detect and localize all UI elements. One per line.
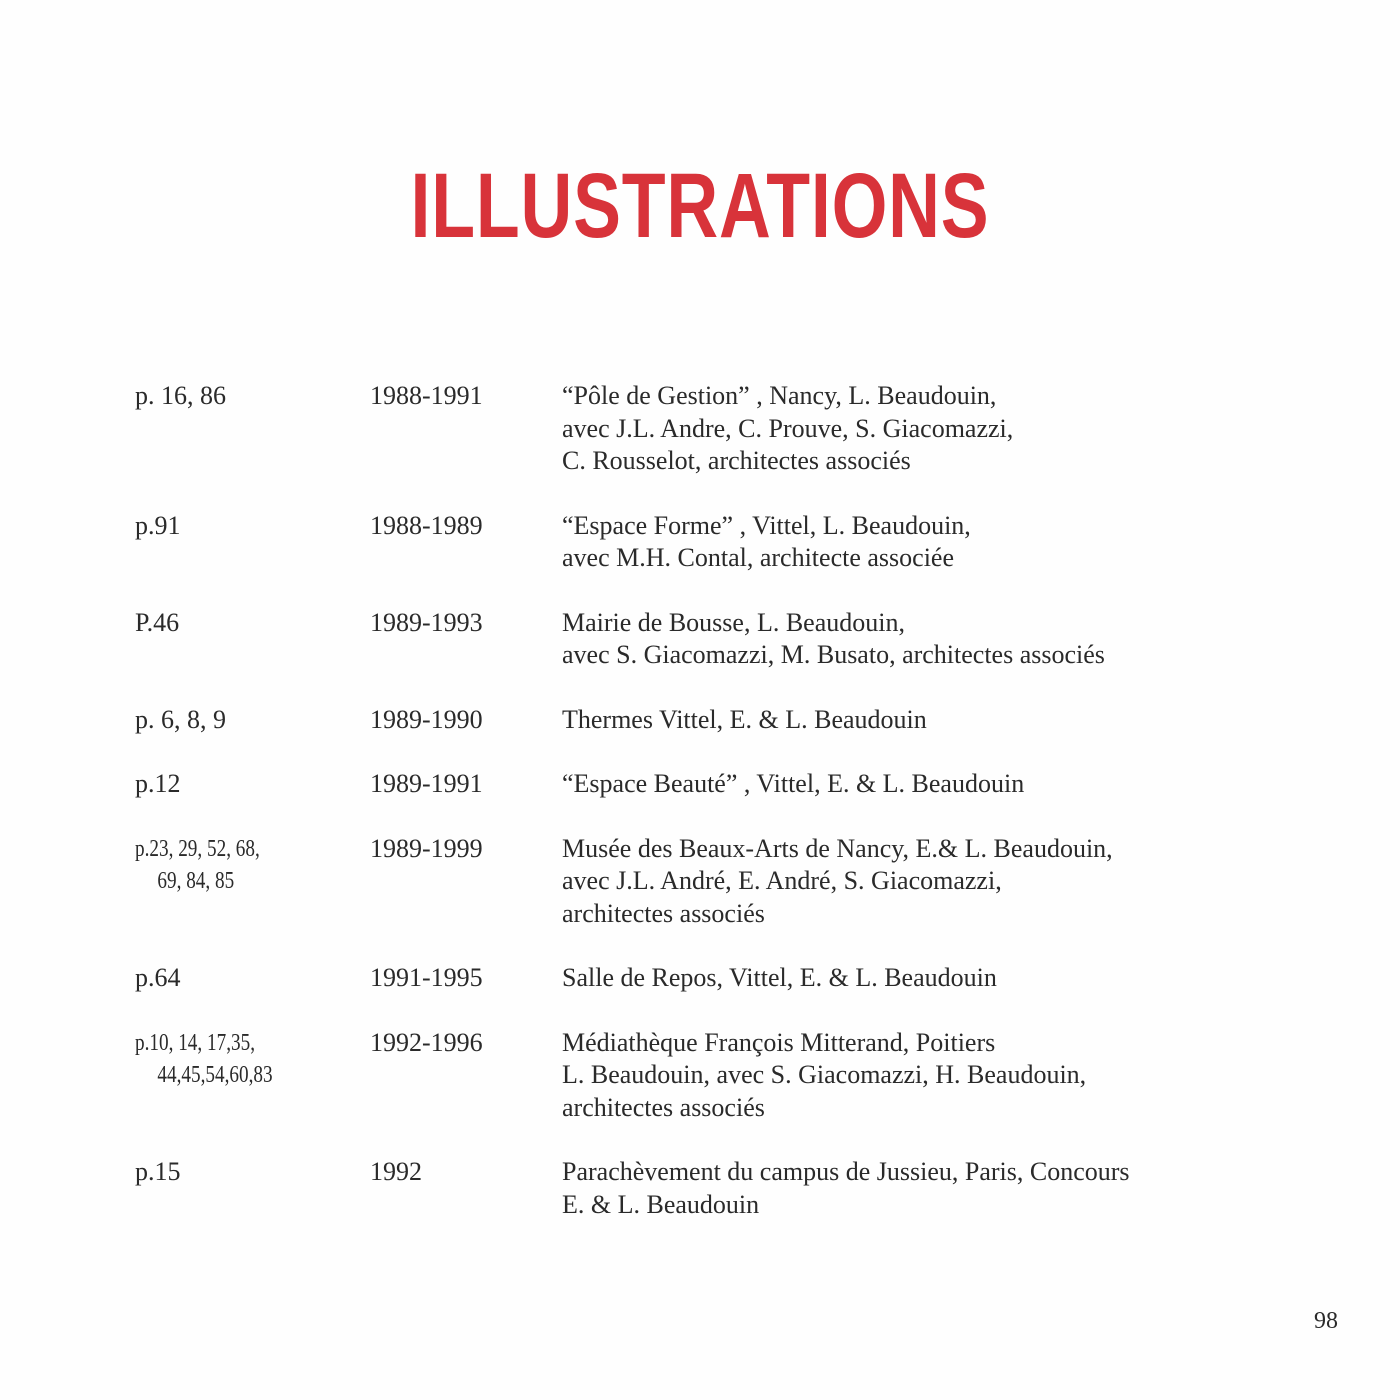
entry-description [562,1156,1282,1221]
list-item [0,704,1400,737]
list-item [0,768,1400,801]
entry-description-line: Salle de Repos, Vittel, E. & L. Beaudouin [562,963,997,992]
entry-description-line: Médiathèque François Mitterand, Poitiers [562,1027,996,1057]
entry-description-line: Musée des Beaux-Arts de Nancy, E.& L. Beaudouin, [562,833,1113,863]
entry-years: 1988-1989 [370,510,483,540]
entry-pages-line: P.46 [135,607,180,637]
entry-description-line: Parachèvement du campus de Jussieu, Paris, Concours [562,1157,1130,1186]
entry-description [562,380,1282,478]
entry-description-line: avec J.L. Andre, C. Prouve, S. Giacomazzi, [562,413,1014,443]
entry-pages [135,510,355,543]
entry-years: 1992-1996 [370,1027,483,1057]
list-item [0,1156,1400,1221]
entry-description [562,962,1282,995]
entry-description-line: “Espace Forme” , Vittel, L. Beaudouin, [562,510,971,540]
entry-years: 1989-1991 [370,769,483,798]
entry-years: 1989-1993 [370,607,483,637]
entry-description-line: “Espace Beauté” , Vittel, E. & L. Beaudouin [562,769,1025,798]
list-item [0,510,1400,575]
entry-pages-line: p. 6, 8, 9 [135,704,226,734]
entry-pages [135,1027,355,1092]
entry-description-line: Mairie de Bousse, L. Beaudouin, [562,607,905,637]
entry-pages-line: p.12 [135,769,181,798]
entry-description-line: Thermes Vittel, E. & L. Beaudouin [562,704,927,734]
entry-description-line: architectes associés [562,898,765,928]
list-item [0,1027,1400,1125]
entry-pages [135,607,355,640]
entry-description-line: architectes associés [562,1092,765,1122]
entry-description [562,704,1282,737]
entry-pages-line: 69, 84, 85 [157,868,235,894]
entry-years: 1992 [370,1157,422,1186]
entry-description [562,607,1282,672]
entry-pages [135,704,355,737]
entry-years: 1988-1991 [370,381,483,410]
list-item [0,607,1400,672]
entry-description [562,768,1282,801]
list-item [0,962,1400,995]
entry-description-line: “Pôle de Gestion” , Nancy, L. Beaudouin, [562,381,997,410]
entry-description [562,833,1282,931]
page-title: ILLUSTRATIONS [410,155,990,257]
entry-description-line: C. Rousselot, architectes associés [562,446,911,475]
entry-pages-line: p.23, 29, 52, 68, [135,835,260,862]
entry-pages [135,768,355,801]
illustrations-list [0,380,1400,1253]
entry-pages-line: p.10, 14, 17,35, [135,1029,255,1056]
entry-pages-line: p.15 [135,1157,181,1186]
entry-pages-line: p.91 [135,510,181,540]
entry-years: 1989-1990 [370,704,483,734]
entry-description [562,1027,1282,1125]
entry-description-line: E. & L. Beaudouin [562,1189,760,1219]
entry-pages [135,1156,355,1189]
entry-pages [135,962,355,995]
list-item [0,380,1400,478]
list-item [0,833,1400,931]
entry-description-line: avec S. Giacomazzi, M. Busato, architectes associés [562,640,1105,669]
entry-years: 1989-1999 [370,833,483,863]
entry-description-line: L. Beaudouin, avec S. Giacomazzi, H. Beaudouin, [562,1060,1087,1089]
entry-description-line: avec M.H. Contal, architecte associée [562,543,954,572]
entry-pages [135,380,355,413]
entry-pages-line: 44,45,54,60,83 [157,1062,273,1088]
entry-description [562,510,1282,575]
entry-years: 1991-1995 [370,963,483,992]
entry-pages [135,833,355,898]
page-number: 98 [1314,1308,1338,1334]
entry-description-line: avec J.L. André, E. André, S. Giacomazzi, [562,866,1002,895]
entry-pages-line: p. 16, 86 [135,381,226,410]
entry-pages-line: p.64 [135,963,181,992]
